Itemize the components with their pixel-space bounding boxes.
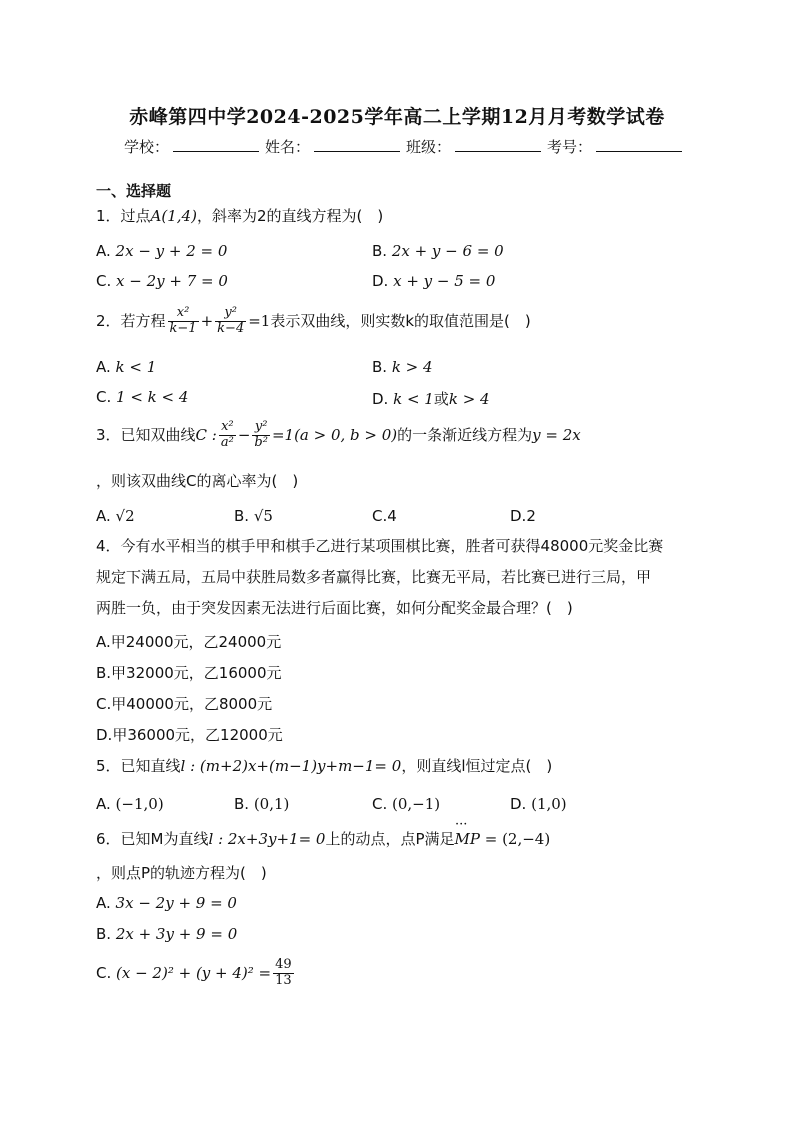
student-info-row (124, 136, 688, 157)
option-letter: B. (372, 358, 392, 376)
q2-option-b[interactable] (372, 358, 433, 376)
q5-option-d[interactable] (510, 795, 567, 813)
option-value: 2x + 3y + 9 = 0 (115, 925, 238, 943)
option-value: k < 1 (115, 358, 157, 376)
q1-suffix: ，斜率为2的直线方程为( ) (196, 207, 384, 225)
q5-option-c[interactable] (372, 795, 440, 813)
exam-title: 赤峰第四中学2024-2025学年高二上学期12月月考数学试卷 (129, 106, 665, 128)
option-value: (1,0) (531, 795, 567, 813)
option-value: 1 < k < 4 (116, 388, 189, 406)
name-label: 姓名： (265, 138, 311, 156)
q6-vector-value: = (2,−4) (479, 830, 551, 848)
minus-sign: − (237, 425, 251, 444)
option-letter: A. (96, 894, 116, 912)
option-letter: B. (96, 925, 116, 943)
option-letter: A. (96, 795, 116, 813)
option-value: (−1,0) (115, 795, 164, 813)
option-value: (0,−1) (392, 795, 441, 813)
option-letter: A. (96, 358, 116, 376)
school-label: 学校： (124, 138, 170, 156)
option-letter: B. (234, 795, 254, 813)
q3-option-b[interactable] (234, 507, 273, 525)
option-letter: C. (96, 388, 117, 406)
section-heading: 一、选择题 (96, 182, 172, 200)
fraction-numerator: x² (168, 306, 199, 322)
q5-equation: l : (m+2)x+(m−1)y+m−1= 0 (180, 757, 402, 775)
option-letter: B. (234, 507, 254, 525)
class-label: 班级： (406, 138, 452, 156)
q3-condition: =1(a > 0, b > 0) (271, 425, 398, 444)
q3-option-c[interactable]: C.4 (372, 507, 397, 525)
fraction-denominator: b² (254, 434, 268, 450)
q1-prefix: 1．过点 (96, 207, 151, 225)
fraction-denominator: 13 (275, 972, 292, 988)
fraction-numerator: x² (219, 420, 236, 436)
q6-equation: l : 2x+3y+1= 0 (208, 830, 326, 848)
option-or: 或 (433, 390, 449, 408)
option-letter: D. (372, 390, 394, 408)
question-4-line2: 规定下满五局，五局中获胜局数多者赢得比赛，比赛无平局，若比赛已进行三局，甲 (96, 568, 652, 586)
option-letter: A. (96, 507, 116, 525)
q6-mid: 上的动点，点P满足 (325, 830, 455, 848)
q3-option-a[interactable] (96, 507, 135, 525)
question-6-line2: ，则点P的轨迹方程为( ) (96, 864, 267, 882)
q2-option-d[interactable] (372, 388, 490, 409)
q1-option-c[interactable] (96, 272, 228, 290)
option-letter: B. (372, 242, 392, 260)
q2-fraction-1 (168, 306, 199, 337)
q6-option-b[interactable] (96, 925, 237, 943)
q5-prefix: 5．已知直线 (96, 757, 181, 775)
q5-option-b[interactable] (234, 795, 289, 813)
option-value: √2 (115, 507, 135, 525)
option-letter: D. (372, 272, 394, 290)
number-blank[interactable] (596, 137, 682, 152)
option-value: x − 2y + 7 = 0 (116, 272, 228, 290)
q6-c-fraction (273, 958, 294, 989)
q3-fraction-1 (219, 420, 236, 451)
q6-vector: ··· MP (455, 830, 480, 850)
q3-prefix: 3．已知双曲线 (96, 425, 196, 444)
q2-option-a[interactable] (96, 358, 156, 376)
q2-suffix: 表示双曲线，则实数k的取值范围是( ) (270, 311, 531, 330)
question-4-line3: 两胜一负，由于突发因素无法进行后面比赛，如何分配奖金最合理？( ) (96, 599, 573, 617)
option-value: (0,1) (253, 795, 290, 813)
fraction-numerator: y² (215, 306, 246, 322)
fraction-denominator: k−1 (169, 320, 197, 336)
fraction-numerator: 49 (275, 957, 292, 972)
option-value: k > 4 (448, 390, 490, 408)
option-value: 2x − y + 2 = 0 (115, 242, 228, 260)
q6-option-a[interactable] (96, 894, 237, 912)
option-value: 3x − 2y + 9 = 0 (115, 894, 237, 912)
plus-sign: + (200, 311, 214, 330)
q3-asymptote: y = 2x (532, 425, 581, 444)
q4-option-d[interactable]: D.甲36000元，乙12000元 (96, 726, 283, 744)
q5-suffix: ，则直线l恒过定点( ) (401, 757, 553, 775)
question-2 (96, 306, 531, 337)
q4-option-c[interactable]: C.甲40000元，乙8000元 (96, 695, 273, 713)
q2-fraction-2 (215, 306, 246, 337)
q4-option-a[interactable]: A.甲24000元，乙24000元 (96, 633, 282, 651)
q5-option-a[interactable] (96, 795, 164, 813)
option-letter: D. (510, 795, 532, 813)
q6-prefix: 6．已知M为直线 (96, 830, 209, 848)
question-5 (96, 757, 552, 777)
option-letter: A. (96, 242, 116, 260)
equals-one: =1 (248, 311, 271, 330)
option-letter: C. (372, 795, 393, 813)
school-blank[interactable] (173, 137, 259, 152)
question-1 (96, 207, 383, 227)
q2-option-c[interactable] (96, 388, 188, 406)
q1-option-a[interactable] (96, 242, 227, 260)
question-3-line2: ，则该双曲线C的离心率为( ) (96, 472, 299, 490)
q3-fraction-2 (252, 420, 270, 451)
q4-option-b[interactable]: B.甲32000元，乙16000元 (96, 664, 282, 682)
fraction-numerator: y² (252, 420, 270, 436)
option-value: k < 1 (393, 390, 434, 408)
q3-curve: C : (195, 425, 217, 444)
q6-option-c[interactable] (96, 958, 296, 989)
class-blank[interactable] (455, 137, 541, 152)
question-6 (96, 830, 550, 850)
q3-mid: 的一条渐近线方程为 (397, 425, 533, 444)
question-3 (96, 420, 581, 451)
question-4-line1: 4．今有水平相当的棋手甲和棋手乙进行某项围棋比赛，胜者可获得48000元奖金比赛 (96, 537, 664, 555)
name-blank[interactable] (314, 137, 400, 152)
option-letter: C. (96, 272, 117, 290)
q1-option-b[interactable] (372, 242, 504, 260)
option-value: √5 (253, 507, 273, 525)
option-value: 2x + y − 6 = 0 (391, 242, 504, 260)
option-value: x + y − 5 = 0 (393, 272, 496, 290)
q1-point: A(1,4) (150, 207, 197, 225)
q1-option-d[interactable] (372, 272, 495, 290)
fraction-denominator: a² (220, 434, 234, 450)
q2-prefix: 2．若方程 (96, 311, 166, 330)
option-value: k > 4 (391, 358, 433, 376)
option-value: (x − 2)² + (y + 4)² = (116, 963, 272, 982)
option-letter: C. (96, 963, 117, 982)
fraction-denominator: k−4 (217, 320, 245, 336)
q3-option-d[interactable]: D.2 (510, 507, 536, 525)
number-label: 考号： (547, 138, 593, 156)
